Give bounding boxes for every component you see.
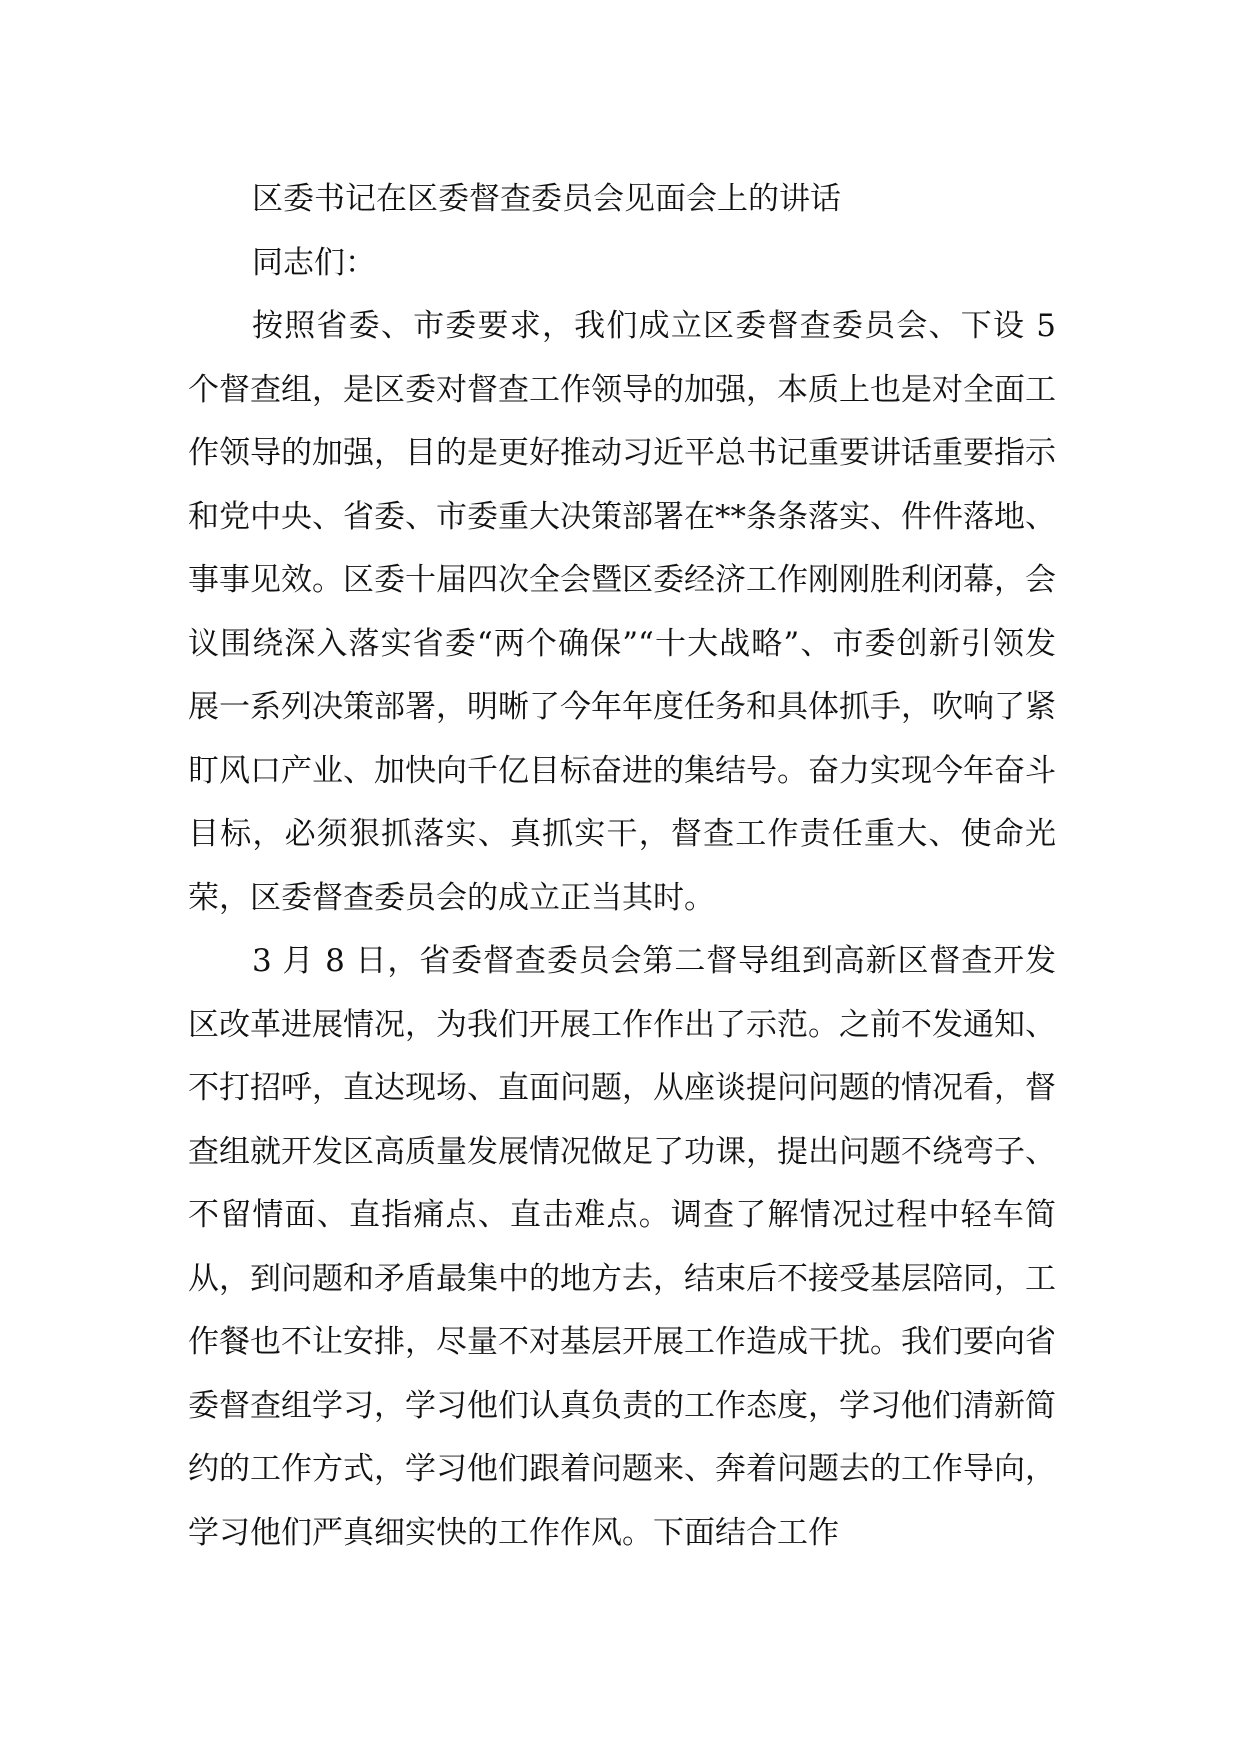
greeting: 同志们： — [252, 244, 376, 281]
document-body — [188, 168, 1056, 1565]
paragraph-1: 按照省委、市委要求，我们成立区委督查委员会、下设 5 个督查组，是区委对督查工作领导的加强，本质上也是对全面工作领导的加强，目的是更好推动习近平总书记重要讲话重要指示和党中央、省委、市委重大决策部署在**条条落实、件件落地、事事见效。区委十届四次全会暨区委经济工作刚刚胜利闭幕，会议围绕深入落实省委“两个确保”“十大战略”、市委创新引领发展一系列决策部署，明晰了今年年度任务和具体抓手，吹响了紧盯风口产业、加快向千亿目标奋进的集结号。奋力实现今年奋斗目标，必须狠抓落实、真抓实干，督查工作责任重大、使命光荣，区委督查委员会的成立正当其时。 — [188, 308, 1056, 916]
document-title: 区委书记在区委督查委员会见面会上的讲话 — [252, 181, 841, 217]
paragraph-2: 3 月 8 日，省委督查委员会第二督导组到高新区督查开发区改革进展情况，为我们开展工作作出了示范。之前不发通知、不打招呼，直达现场、直面问题，从座谈提问问题的情况看，督查组就开发区高质量发展情况做足了功课，提出问题不绕弯子、不留情面、直指痛点、直击难点。调查了解情况过程中轻车简从，到问题和矛盾最集中的地方去，结束后不接受基层陪同，工作餐也不让安排，尽量不对基层开展工作造成干扰。我们要向省委督查组学习，学习他们认真负责的工作态度，学习他们清新简约的工作方式，学习他们跟着问题来、奔着问题去的工作导向，学习他们严真细实快的工作作风。下面结合工作 — [188, 943, 1056, 1551]
